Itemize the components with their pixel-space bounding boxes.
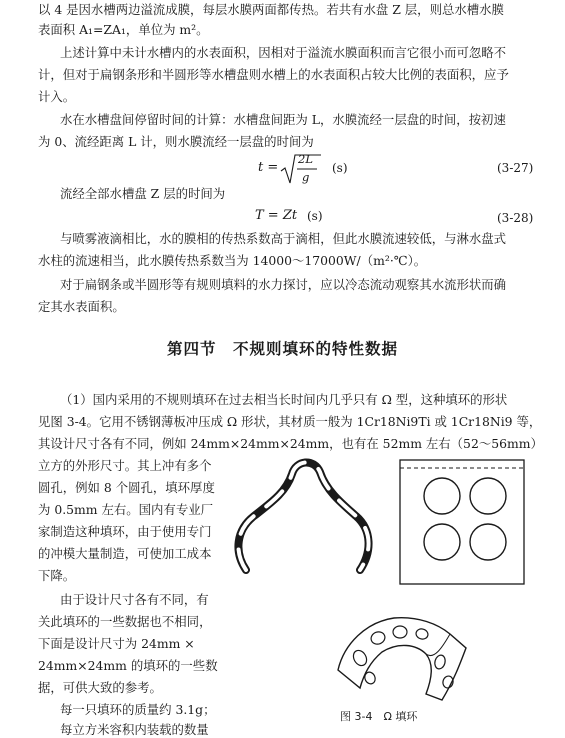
equation-unit: (s): [332, 161, 348, 175]
text-line: 上述计算中未计水槽内的水表面积，因相对于溢流水膜面积而言它很小而可忽略不: [60, 45, 507, 60]
equation-denominator: g: [302, 170, 310, 184]
equation-numerator: 2L: [298, 152, 313, 166]
text-line: 计，但对于扁钢条形和半圆形等水槽盘则水槽上的水表面积占较大比例的表面积，应予: [38, 67, 509, 82]
text-line: 与喷雾液滴相比，水的膜相的传热系数高于滴相，但此水膜流速较低，与淋水盘式: [60, 231, 507, 246]
flat-blank-with-holes-illustration: [398, 458, 526, 586]
text-line: 每一只填环的质量约 3.1g；: [60, 702, 216, 717]
text-line: 由于设计尺寸各有不同，有: [60, 592, 209, 607]
equation-unit: (s): [307, 209, 323, 223]
equation-expression: T = Zt: [255, 208, 298, 223]
text-line: 流经全部水槽盘 Z 层的时间为: [60, 186, 226, 201]
text-line: 的冲模大量制造，可使加工成本: [38, 546, 212, 561]
omega-ring-profile-illustration: [228, 452, 378, 580]
text-line: 每立方米容积内装载的数量: [60, 722, 209, 737]
text-line: 水柱的流速相当，此水膜传热系数当为 14000～17000W/（m²·℃）。: [38, 253, 427, 268]
omega-ring-perspective-illustration: [330, 608, 470, 708]
text-line: 表面积 A₁=ZA₁，单位为 m²。: [38, 22, 209, 37]
equation-lhs: t =: [258, 160, 279, 175]
text-line: 家制造这种填环，由于使用专门: [38, 524, 212, 539]
equation-number: (3-28): [497, 211, 534, 225]
text-line: 圆孔，例如 8 个圆孔，填环厚度: [38, 480, 215, 495]
text-line: 立方的外形尺寸。其上冲有多个: [38, 458, 212, 473]
equation-number: (3-27): [497, 161, 534, 175]
text-line: 定其水表面积。: [38, 299, 125, 314]
text-line: 以 4 是因水槽两边溢流成膜，每层水膜两面都传热。若共有水盘 Z 层，则总水槽水膜: [38, 2, 504, 17]
text-line: 见图 3-4。它用不锈钢薄板冲压成 Ω 形状，其材质一般为 1Cr18Ni9Ti 或 1Cr18Ni9 等，: [38, 414, 542, 429]
text-line: （1）国内采用的不规则填环在过去相当长时间内几乎只有 Ω 型，这种填环的形状: [60, 392, 508, 407]
text-line: 下面是设计尺寸为 24mm ×: [38, 636, 195, 651]
text-line: 关此填环的一些数据也不相同，: [38, 614, 212, 629]
text-line: 为 0、流经距离 L 计，则水膜流经一层盘的时间为: [38, 134, 314, 149]
text-line: 24mm×24mm 的填环的一些数: [38, 658, 218, 673]
text-line: 对于扁钢条或半圆形等有规则填料的水力探讨，应以冷态流动观察其水流形状而确: [60, 277, 507, 292]
text-line: 计入。: [38, 89, 76, 104]
text-line: 水在水槽盘间停留时间的计算：水槽盘间距为 L，水膜流经一层盘的时间，按初速: [60, 112, 506, 127]
figure-caption: 图 3-4 Ω 填环: [340, 710, 418, 723]
text-line: 其设计尺寸各有不同，例如 24mm×24mm×24mm，也有在 52mm 左右（52～56mm）: [38, 436, 543, 451]
text-line: 据，可供大致的参考。: [38, 680, 162, 695]
section-heading: 第四节 不规则填环的特性数据: [166, 340, 398, 358]
text-line: 下降。: [38, 568, 76, 583]
text-line: 为 0.5mm 左右。国内有专业厂: [38, 502, 213, 517]
